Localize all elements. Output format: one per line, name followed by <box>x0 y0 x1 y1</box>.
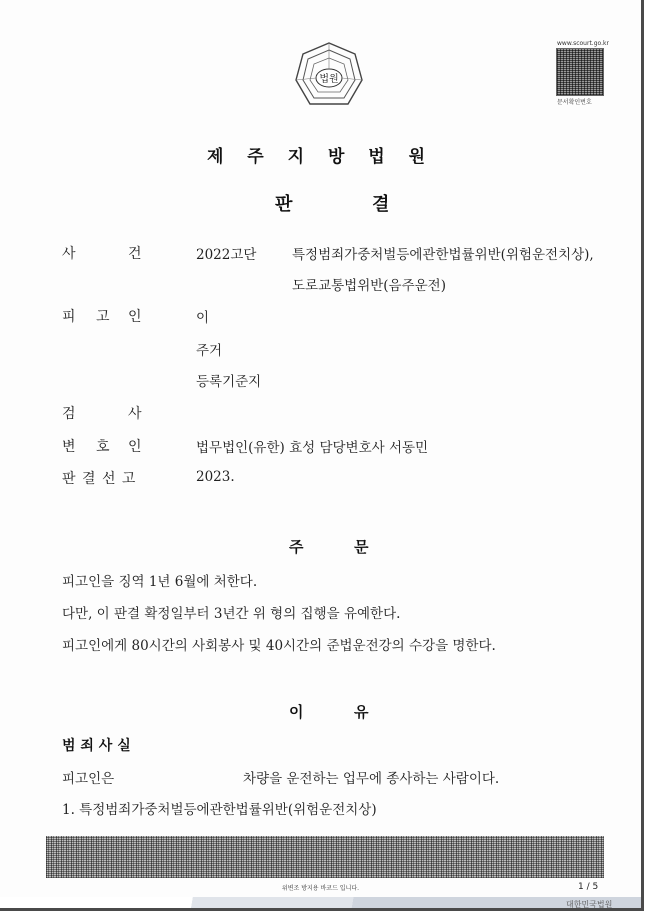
barcode-caption: 위변조 방지용 바코드 입니다. <box>281 885 360 892</box>
facts-heading: 범 죄 사 실 <box>62 738 131 754</box>
court-seal-icon <box>293 40 365 112</box>
registry-label: 등록기준지 <box>196 374 262 390</box>
qr-caption-text: 문서확인번호 <box>557 99 592 106</box>
facts-item-1: 1. 특정범죄가중처벌등에관한법률위반(위험운전치상) <box>62 802 377 818</box>
court-name: 제 주 지 방 법 원 <box>206 147 435 167</box>
case-name-line-1: 특정범죄가중처벌등에관한법률위반(위험운전치상), <box>292 247 594 263</box>
counsel-value: 법무법인(유한) 효성 담당변호사 서동민 <box>196 440 429 456</box>
facts-line-end: 차량을 운전하는 업무에 종사하는 사람이다. <box>243 771 500 787</box>
qr-code-icon <box>556 48 604 96</box>
seal-text: 법원 <box>319 74 339 85</box>
qr-url-text: www.scourt.go.kr <box>557 40 609 47</box>
case-number: 2022고단 <box>196 247 257 263</box>
residence-label: 주거 <box>196 343 223 359</box>
page-number: 1 / 5 <box>578 882 599 892</box>
document-page: 법원 www.scourt.go.kr 문서확인번호 제 주 지 방 법 원 판 결 사 건 2022고단 특정범죄가중처벌등에관한법률위반(위험운전치상), 도로교통법위반(음주운전) 피 고 인 이 주거 등록기준지 검 사 변 호 인 법무법인(유한) 효성 담당변호사 서동민 판 결 선 고 2023. 주 문 피고인을 징역 1년 6월에 처한다. 다만, 이 판결 확정일부터 3년간 위 형의 집행을 유예한다. 피고인에게 80시간의 사회봉사 및 40시간의 준법운전강의 수강을 명한다. 이 유 범 죄 사 실 피고인은 차량을 운전하는 업무에 종사하는 사람이다. 1. 특정범죄가중처벌등에관한법률위반(위험운전치상) 위변조 방지용 바코드 입니다. 1 / 5 대한민국법원 <box>0 0 644 911</box>
order-heading-left: 주 <box>289 538 304 556</box>
footer-court-text: 대한민국법원 <box>566 900 613 909</box>
order-line-1: 피고인을 징역 1년 6월에 처한다. <box>62 574 258 590</box>
defendant-name: 이 <box>196 310 210 326</box>
order-heading-right: 문 <box>354 538 369 556</box>
doc-title-right: 결 <box>372 194 390 215</box>
case-name-line-2: 도로교통법위반(음주운전) <box>292 278 446 294</box>
reasons-heading-right: 유 <box>354 703 369 721</box>
anti-forgery-barcode-icon <box>46 836 604 878</box>
footer-band <box>0 897 641 908</box>
verdict-label: 판 결 선 고 <box>62 471 137 487</box>
verdict-date: 2023. <box>196 469 235 485</box>
facts-line-start: 피고인은 <box>62 771 115 787</box>
doc-title-left: 판 <box>275 194 293 215</box>
order-line-3: 피고인에게 80시간의 사회봉사 및 40시간의 준법운전강의 수강을 명한다. <box>62 638 496 654</box>
reasons-heading-left: 이 <box>289 703 304 721</box>
order-line-2: 다만, 이 판결 확정일부터 3년간 위 형의 집행을 유예한다. <box>62 606 401 622</box>
